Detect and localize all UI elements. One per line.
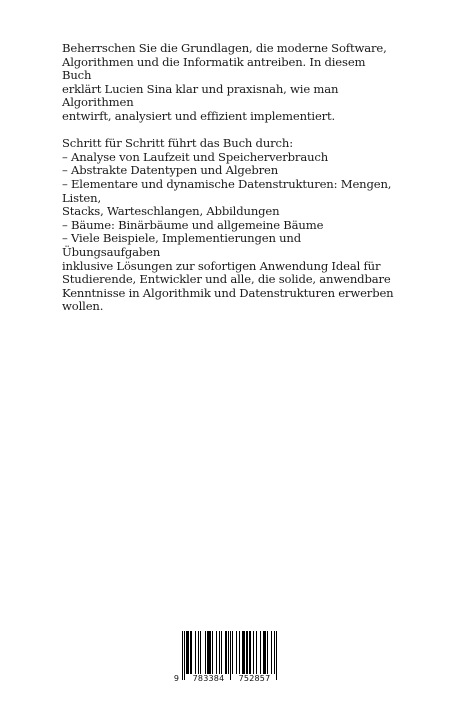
barcode-guard-bar — [184, 631, 185, 680]
barcode-bar — [187, 631, 188, 674]
barcode-bar — [191, 631, 192, 674]
barcode-bar — [265, 631, 266, 674]
barcode-bar — [210, 631, 211, 674]
barcode-bar — [246, 631, 247, 674]
barcode-right-digits: 752857 — [233, 674, 276, 683]
barcode-guard-bar — [274, 631, 275, 680]
barcode-bar — [207, 631, 208, 674]
barcode-guard-bar — [228, 631, 229, 680]
barcode-bar — [239, 631, 240, 674]
barcode-bar — [271, 631, 272, 674]
barcode-bar — [186, 631, 187, 674]
barcode-bar — [209, 631, 210, 674]
barcode-bar — [236, 631, 237, 674]
barcode-bar — [250, 631, 251, 674]
barcode-bar — [200, 631, 201, 674]
barcode-bar — [260, 631, 261, 674]
barcode-first-digit: 9 — [173, 674, 180, 683]
barcode-bar — [225, 631, 226, 674]
barcode-bar — [205, 631, 206, 674]
barcode-bar — [244, 631, 245, 674]
barcode-bar — [243, 631, 244, 674]
barcode-bar — [242, 631, 243, 674]
barcode-bar — [198, 631, 199, 674]
barcode-bar — [188, 631, 189, 674]
barcode-bar — [221, 631, 222, 674]
barcode-bar — [208, 631, 209, 674]
barcode-bar — [263, 631, 264, 674]
barcode-left-digits: 783384 — [187, 674, 230, 683]
barcode-bar — [247, 631, 248, 674]
intro-paragraph: Beherrschen Sie die Grundlagen, die moderne Software, Algorithmen und die Informatik antreiben. In diesem Buch erklärt Lucien Sina klar und praxisnah, wie man Algorithmen entwirft, analysiert und effizient implementiert. — [62, 41, 387, 123]
barcode-guard-bar — [230, 631, 231, 680]
barcode-bar — [264, 631, 265, 674]
barcode-bar — [226, 631, 227, 674]
back-cover-description — [62, 42, 397, 314]
barcode-bar — [253, 631, 254, 674]
barcode-bar — [212, 631, 213, 674]
barcode-bar — [249, 631, 250, 674]
contents-paragraph: Schritt für Schritt führt das Buch durch: – Analyse von Laufzeit und Speicherverbrauch – Abstrakte Datentypen und Algebren – Elementare und dynamische Datenstrukturen: Mengen, Listen, Stacks, Warteschlangen, Abbildungen – Bäume: Binärbäume und allgemeine Bäume – Viele Beispiele, Implementierungen und Übungsaufgaben inklusive Lösungen zur sofortigen Anwendung Ideal für Studierende, Entwickler und alle, die solide, anwendbare Kenntnisse in Algorithmik und Datenstrukturen erwerben wollen. — [62, 136, 394, 314]
barcode-bar — [219, 631, 220, 674]
barcode-bar — [256, 631, 257, 674]
barcode-bar — [195, 631, 196, 674]
isbn-barcode — [172, 628, 284, 686]
barcode-bar — [190, 631, 191, 674]
barcode-bar — [216, 631, 217, 674]
barcode-guard-bar — [182, 631, 183, 680]
barcode-bar — [232, 631, 233, 674]
barcode-bar — [267, 631, 268, 674]
barcode-guard-bar — [276, 631, 277, 680]
